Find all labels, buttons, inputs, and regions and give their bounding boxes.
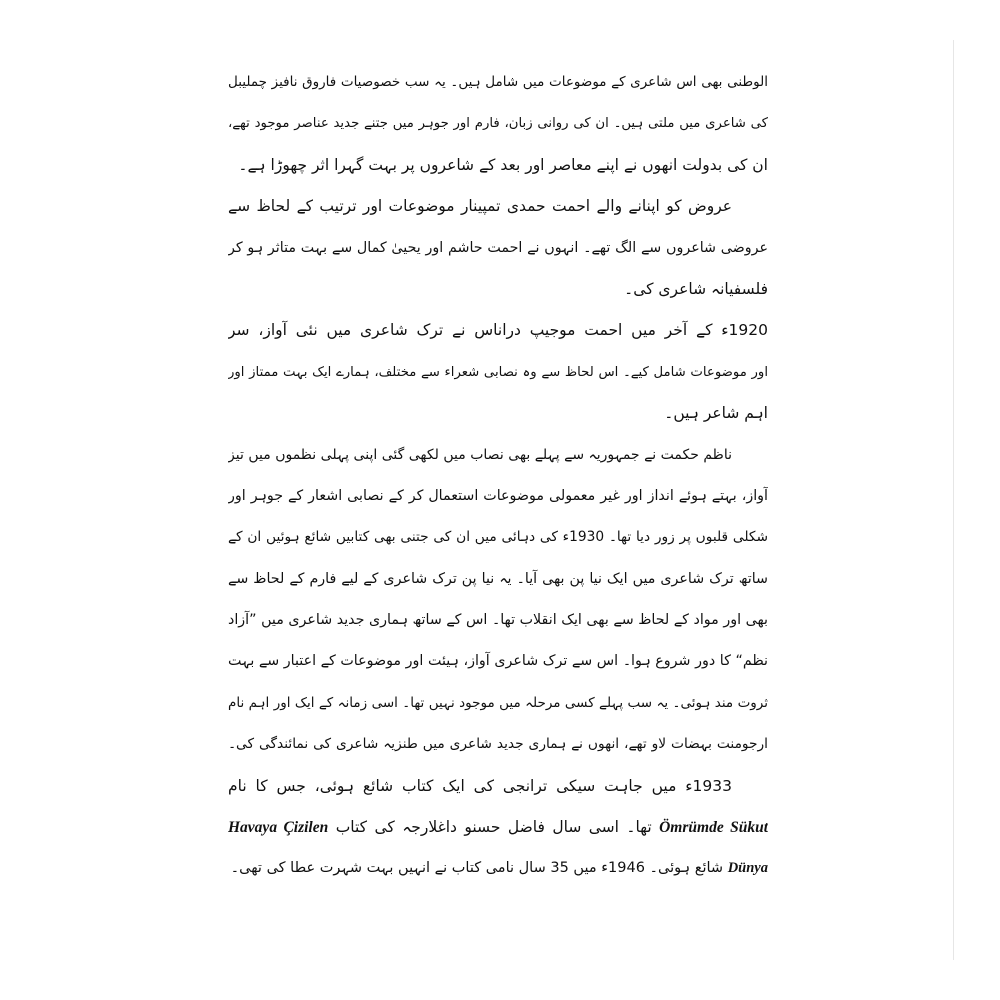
text-line-mixed: [228, 807, 768, 848]
text-segment: تھا۔ اسی سال فاضل حسنو داغلارجہ کی کتاب: [335, 818, 652, 837]
text-line: فلسفیانہ شاعری کی۔: [624, 279, 768, 298]
text-line: ساتھ ترک شاعری میں ایک نیا پن بھی آیا۔ یہ نیا پن ترک شاعری کے لیے فارم کے لحاظ سے: [228, 570, 768, 587]
book-title-latin: Ömrümde Sükut: [659, 819, 768, 837]
text-segment: شائع ہوئی۔ 1946ء میں 35 سال نامی کتاب نے انہیں بہت شہرت عطا کی تھی۔: [230, 860, 724, 877]
text-line: کی شاعری میں ملتی ہیں۔ ان کی روانی زبان، فارم اور جوہر میں جتنے جدید عناصر موجود تھے،: [228, 116, 768, 132]
page-edge-shadow: [953, 40, 954, 960]
text-line: نظم“ کا دور شروع ہوا۔ اس سے ترک شاعری آواز، ہیئت اور موضوعات کے اعتبار سے بہت: [228, 653, 768, 670]
book-title-latin: Dünya: [727, 860, 768, 877]
text-line: ناظم حکمت نے جمہوریہ سے پہلے بھی نصاب میں لکھی گئی اپنی پہلی نظموں میں تیز: [228, 446, 732, 463]
text-line: عروضی شاعروں سے الگ تھے۔ انہوں نے احمت حاشم اور یحییٰ کمال سے بہت متاثر ہو کر: [228, 239, 768, 256]
text-line: 1933ء میں جاہت سیکی ترانجی کی ایک کتاب شائع ہوئی، جس کا نام: [228, 776, 732, 795]
text-line: ارجومنت بہضات لاو تھے، انھوں نے ہماری جدید شاعری میں طنزیہ شاعری کی نمائندگی کی۔: [228, 736, 768, 753]
urdu-text-body: [228, 62, 768, 890]
book-title-latin: Havaya Çizilen: [228, 819, 329, 837]
text-line: عروض کو اپنانے والے احمت حمدی تمپینار موضوعات اور ترتیب کے لحاظ سے: [228, 197, 732, 216]
text-line: اہم شاعر ہیں۔: [664, 404, 768, 423]
text-line-mixed: [228, 848, 768, 889]
text-line: آواز، بہتے ہوئے انداز اور غیر معمولی موضوعات استعمال کر کے نصابی اشعار کے جوہر اور: [228, 487, 768, 504]
text-line: ثروت مند ہوئی۔ یہ سب پہلے کسی مرحلہ میں موجود نہیں تھا۔ اسی زمانہ کے ایک اور اہم نام: [228, 694, 768, 711]
text-line: ان کی بدولت انھوں نے اپنے معاصر اور بعد کے شاعروں پر بہت گہرا اثر چھوڑا ہے۔: [238, 155, 768, 174]
text-line: الوطنی بھی اس شاعری کے موضوعات میں شامل ہیں۔ یہ سب خصوصیات فاروق نافیز چملیبل: [228, 74, 768, 90]
text-line: 1920ء کے آخر میں احمت موجیپ دراناس نے ترک شاعری میں نئی آواز، سر: [228, 321, 768, 340]
text-line: بھی اور مواد کے لحاظ سے بھی ایک انقلاب تھا۔ اس کے ساتھ ہماری جدید شاعری میں ”آزاد: [228, 612, 768, 629]
text-line: شکلی قلبوں پر زور دیا تھا۔ 1930ء کی دہائی میں ان کی جتنی بھی کتابیں شائع ہوئیں ان کے: [228, 529, 768, 546]
text-line: اور موضوعات شامل کیے۔ اس لحاظ سے وہ نصابی شعراء سے مختلف، ہمارے ایک بہت ممتاز اور: [228, 364, 768, 380]
